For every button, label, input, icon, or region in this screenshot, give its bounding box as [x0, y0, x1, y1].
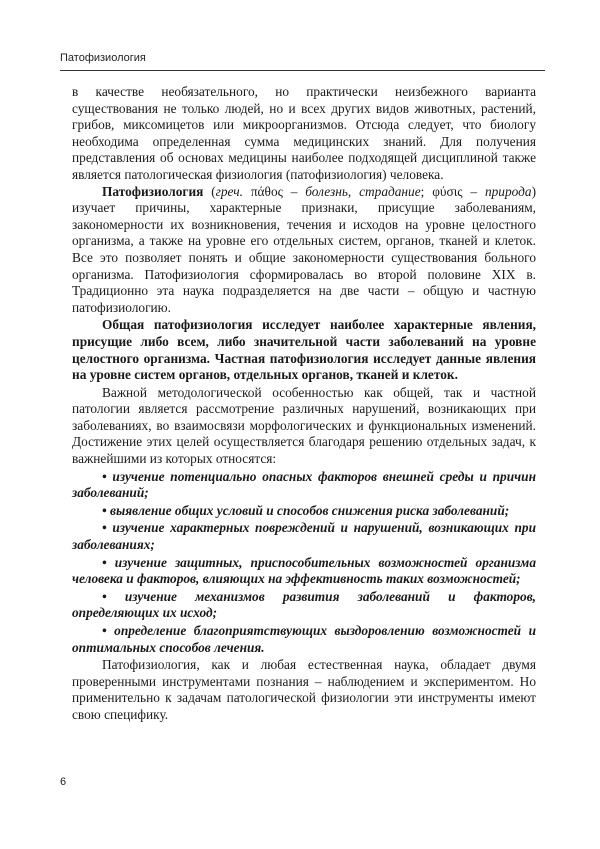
list-item: • определение благоприятствующих выздоровлению возможностей и оптимальных способов лечения.	[72, 623, 536, 655]
list-item: • изучение защитных, приспособительных возможностей организма человека и факторов, влияющих на эффективность таких возможностей;	[72, 554, 536, 587]
etymology-word-2: φύσις –	[432, 183, 485, 199]
list-item: • изучение потенциально опасных факторов внешней среды и причин заболеваний;	[72, 468, 536, 501]
etymology-gloss-2: природа	[484, 183, 532, 199]
paragraph-definition	[72, 184, 536, 317]
list-item: • изучение характерных повреждений и нарушений, возникающих при заболеваниях;	[72, 520, 536, 553]
paragraph-continuation: в качестве необязательного, но практически неизбежного варианта существования не только людей, но и всех других видов животных, растений, грибов, миксомицетов или микроорганизмов. Отсюда следует, что биологу необходима определенная сумма медицинских знаний. Для получения представления об основах медицины наиболее подходящей дисциплиной также является патологическая физиология (патофизиология) человека.	[72, 84, 536, 182]
term-pathophysiology: Патофизиология	[102, 183, 204, 199]
paragraph-methods: Патофизиология, как и любая естественная наука, обладает двумя проверенными инструментами познания – наблюдением и экспериментом. Но применительно к задачам патологической физиологии эти инструменты имеют свою специфику.	[72, 657, 536, 722]
header-rule	[60, 70, 545, 71]
etymology-label: греч.	[215, 183, 243, 199]
page-body	[72, 84, 536, 724]
list-item: • выявление общих условий и способов снижения риска заболеваний;	[102, 502, 510, 518]
running-header: Патофизиология	[60, 52, 146, 64]
page-number: 6	[60, 776, 67, 788]
paragraph-general-vs-specific: Общая патофизиология исследует наиболее характерные явления, присущие либо всем, либо значительной части заболеваний на уровне целостного организма. Частная патофизиология исследует данные явления на уровне систем органов, отдельных органов, тканей и клеток.	[72, 317, 536, 383]
paragraph-methodology: Важной методологической особенностью как общей, так и частной патологии является рассмотрение различных нарушений, возникающих при заболеваниях, во взаимосвязи морфологических и функциональных изменений. Достижение этих целей осуществляется благодаря решению отдельных задач, к важнейшими из которых относятся:	[72, 384, 536, 467]
etymology-open: (	[203, 183, 216, 199]
etymology-word-1: πάθος –	[242, 183, 306, 199]
etymology-separator: ;	[420, 183, 433, 199]
definition-text: изучает причины, характерные признаки, присущие заболеваниям, закономерности их возникновения, течения и исходов на уровне целостного организма, а также на уровне его отдельных систем, органов, тканей и клеток. Все это позволяет понять и общие закономерности существования больного организма. Патофизиология сформировалась во второй половине XIX в. Традиционно эта наука подразделяется на две части – общую и частную патофизиологию.	[72, 200, 536, 315]
etymology-close: )	[531, 183, 537, 199]
list-item: • изучение механизмов развития заболеваний и факторов, определяющих их исход;	[72, 588, 536, 621]
etymology-gloss-1: болезнь, страдание	[305, 183, 421, 199]
